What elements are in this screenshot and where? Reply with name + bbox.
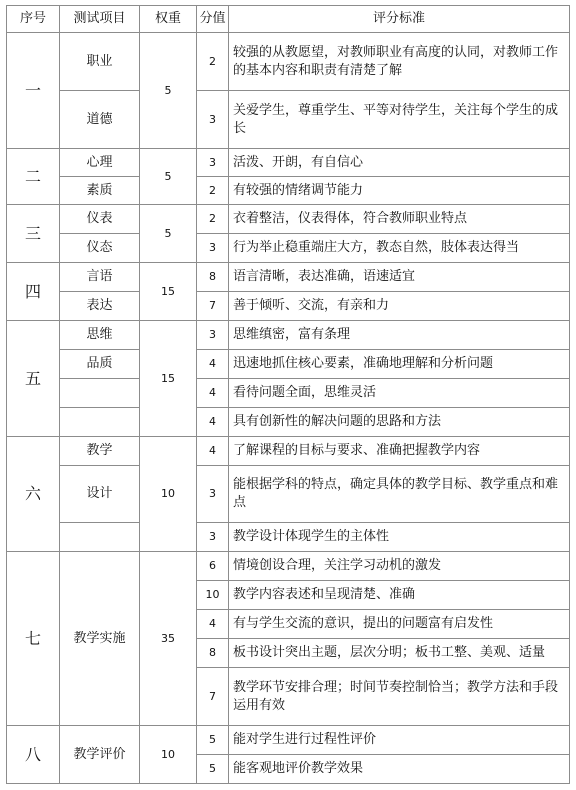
row-index: 四 bbox=[7, 263, 60, 321]
criterion-text: 思维缜密，富有条理 bbox=[229, 321, 570, 350]
row-index: 七 bbox=[7, 552, 60, 726]
score-value: 10 bbox=[197, 581, 229, 610]
test-item: 品质 bbox=[60, 350, 140, 379]
score-value: 4 bbox=[197, 408, 229, 437]
weight-value: 5 bbox=[140, 205, 197, 263]
score-value: 8 bbox=[197, 263, 229, 292]
criterion-text: 能客观地评价教学效果 bbox=[229, 755, 570, 784]
score-value: 2 bbox=[197, 205, 229, 234]
criterion-text: 板书设计突出主题，层次分明；板书工整、美观、适量 bbox=[229, 639, 570, 668]
score-value: 3 bbox=[197, 523, 229, 552]
table-row bbox=[7, 321, 570, 350]
row-index: 二 bbox=[7, 149, 60, 205]
score-value: 4 bbox=[197, 437, 229, 466]
table-row bbox=[7, 205, 570, 234]
test-item: 教学实施 bbox=[60, 552, 140, 726]
test-item bbox=[60, 379, 140, 408]
weight-value: 15 bbox=[140, 321, 197, 437]
test-item: 仪表 bbox=[60, 205, 140, 234]
table-row bbox=[7, 466, 570, 523]
criterion-text: 有较强的情绪调节能力 bbox=[229, 177, 570, 205]
score-value: 4 bbox=[197, 610, 229, 639]
test-item: 道德 bbox=[60, 91, 140, 149]
weight-value: 5 bbox=[140, 149, 197, 205]
score-value: 3 bbox=[197, 466, 229, 523]
criterion-text: 活泼、开朗，有自信心 bbox=[229, 149, 570, 177]
criterion-text: 较强的从教愿望，对教师职业有高度的认同，对教师工作的基本内容和职责有清楚了解 bbox=[229, 33, 570, 91]
table-row bbox=[7, 437, 570, 466]
table-row bbox=[7, 263, 570, 292]
table-row bbox=[7, 149, 570, 177]
test-item: 教学评价 bbox=[60, 726, 140, 784]
score-value: 5 bbox=[197, 726, 229, 755]
header-criteria: 评分标准 bbox=[229, 6, 570, 33]
score-value: 4 bbox=[197, 350, 229, 379]
criterion-text: 衣着整洁，仪表得体，符合教师职业特点 bbox=[229, 205, 570, 234]
score-value: 3 bbox=[197, 234, 229, 263]
scoring-table bbox=[6, 5, 570, 784]
score-value: 5 bbox=[197, 755, 229, 784]
row-index: 六 bbox=[7, 437, 60, 552]
weight-value: 15 bbox=[140, 263, 197, 321]
row-index: 一 bbox=[7, 33, 60, 149]
criterion-text: 看待问题全面，思维灵活 bbox=[229, 379, 570, 408]
weight-value: 10 bbox=[140, 726, 197, 784]
score-value: 7 bbox=[197, 668, 229, 726]
criterion-text: 语言清晰，表达准确，语速适宜 bbox=[229, 263, 570, 292]
row-index: 五 bbox=[7, 321, 60, 437]
test-item: 心理 bbox=[60, 149, 140, 177]
test-item: 言语 bbox=[60, 263, 140, 292]
test-item: 素质 bbox=[60, 177, 140, 205]
criterion-text: 教学内容表述和呈现清楚、准确 bbox=[229, 581, 570, 610]
criterion-text: 关爱学生，尊重学生、平等对待学生，关注每个学生的成长 bbox=[229, 91, 570, 149]
weight-value: 10 bbox=[140, 437, 197, 552]
score-value: 3 bbox=[197, 91, 229, 149]
header-index: 序号 bbox=[7, 6, 60, 33]
table-body bbox=[7, 33, 570, 784]
test-item bbox=[60, 408, 140, 437]
table-row bbox=[7, 350, 570, 379]
test-item: 职业 bbox=[60, 33, 140, 91]
score-value: 8 bbox=[197, 639, 229, 668]
table-row bbox=[7, 234, 570, 263]
row-index: 三 bbox=[7, 205, 60, 263]
header-weight: 权重 bbox=[140, 6, 197, 33]
table-row bbox=[7, 177, 570, 205]
test-item: 思维 bbox=[60, 321, 140, 350]
header-score: 分值 bbox=[197, 6, 229, 33]
header-item: 测试项目 bbox=[60, 6, 140, 33]
criterion-text: 能根据学科的特点，确定具体的教学目标、教学重点和难点 bbox=[229, 466, 570, 523]
row-index: 八 bbox=[7, 726, 60, 784]
test-item: 仪态 bbox=[60, 234, 140, 263]
table-row bbox=[7, 33, 570, 91]
score-value: 3 bbox=[197, 321, 229, 350]
criterion-text: 有与学生交流的意识，提出的问题富有启发性 bbox=[229, 610, 570, 639]
score-value: 6 bbox=[197, 552, 229, 581]
score-value: 2 bbox=[197, 33, 229, 91]
table-row bbox=[7, 552, 570, 581]
criterion-text: 了解课程的目标与要求、准确把握教学内容 bbox=[229, 437, 570, 466]
test-item: 设计 bbox=[60, 466, 140, 523]
criterion-text: 能对学生进行过程性评价 bbox=[229, 726, 570, 755]
header-row bbox=[7, 6, 570, 33]
weight-value: 5 bbox=[140, 33, 197, 149]
test-item: 表达 bbox=[60, 292, 140, 321]
table-row bbox=[7, 292, 570, 321]
criterion-text: 具有创新性的解决问题的思路和方法 bbox=[229, 408, 570, 437]
criterion-text: 教学环节安排合理；时间节奏控制恰当；教学方法和手段运用有效 bbox=[229, 668, 570, 726]
table-row bbox=[7, 379, 570, 408]
test-item bbox=[60, 523, 140, 552]
criterion-text: 行为举止稳重端庄大方，教态自然，肢体表达得当 bbox=[229, 234, 570, 263]
table-row bbox=[7, 408, 570, 437]
criterion-text: 善于倾听、交流，有亲和力 bbox=[229, 292, 570, 321]
table-row bbox=[7, 726, 570, 755]
score-value: 2 bbox=[197, 177, 229, 205]
table-row bbox=[7, 523, 570, 552]
criterion-text: 情境创设合理，关注学习动机的激发 bbox=[229, 552, 570, 581]
score-value: 7 bbox=[197, 292, 229, 321]
criterion-text: 迅速地抓住核心要素，准确地理解和分析问题 bbox=[229, 350, 570, 379]
test-item: 教学 bbox=[60, 437, 140, 466]
criterion-text: 教学设计体现学生的主体性 bbox=[229, 523, 570, 552]
table-row bbox=[7, 91, 570, 149]
score-value: 4 bbox=[197, 379, 229, 408]
score-value: 3 bbox=[197, 149, 229, 177]
weight-value: 35 bbox=[140, 552, 197, 726]
